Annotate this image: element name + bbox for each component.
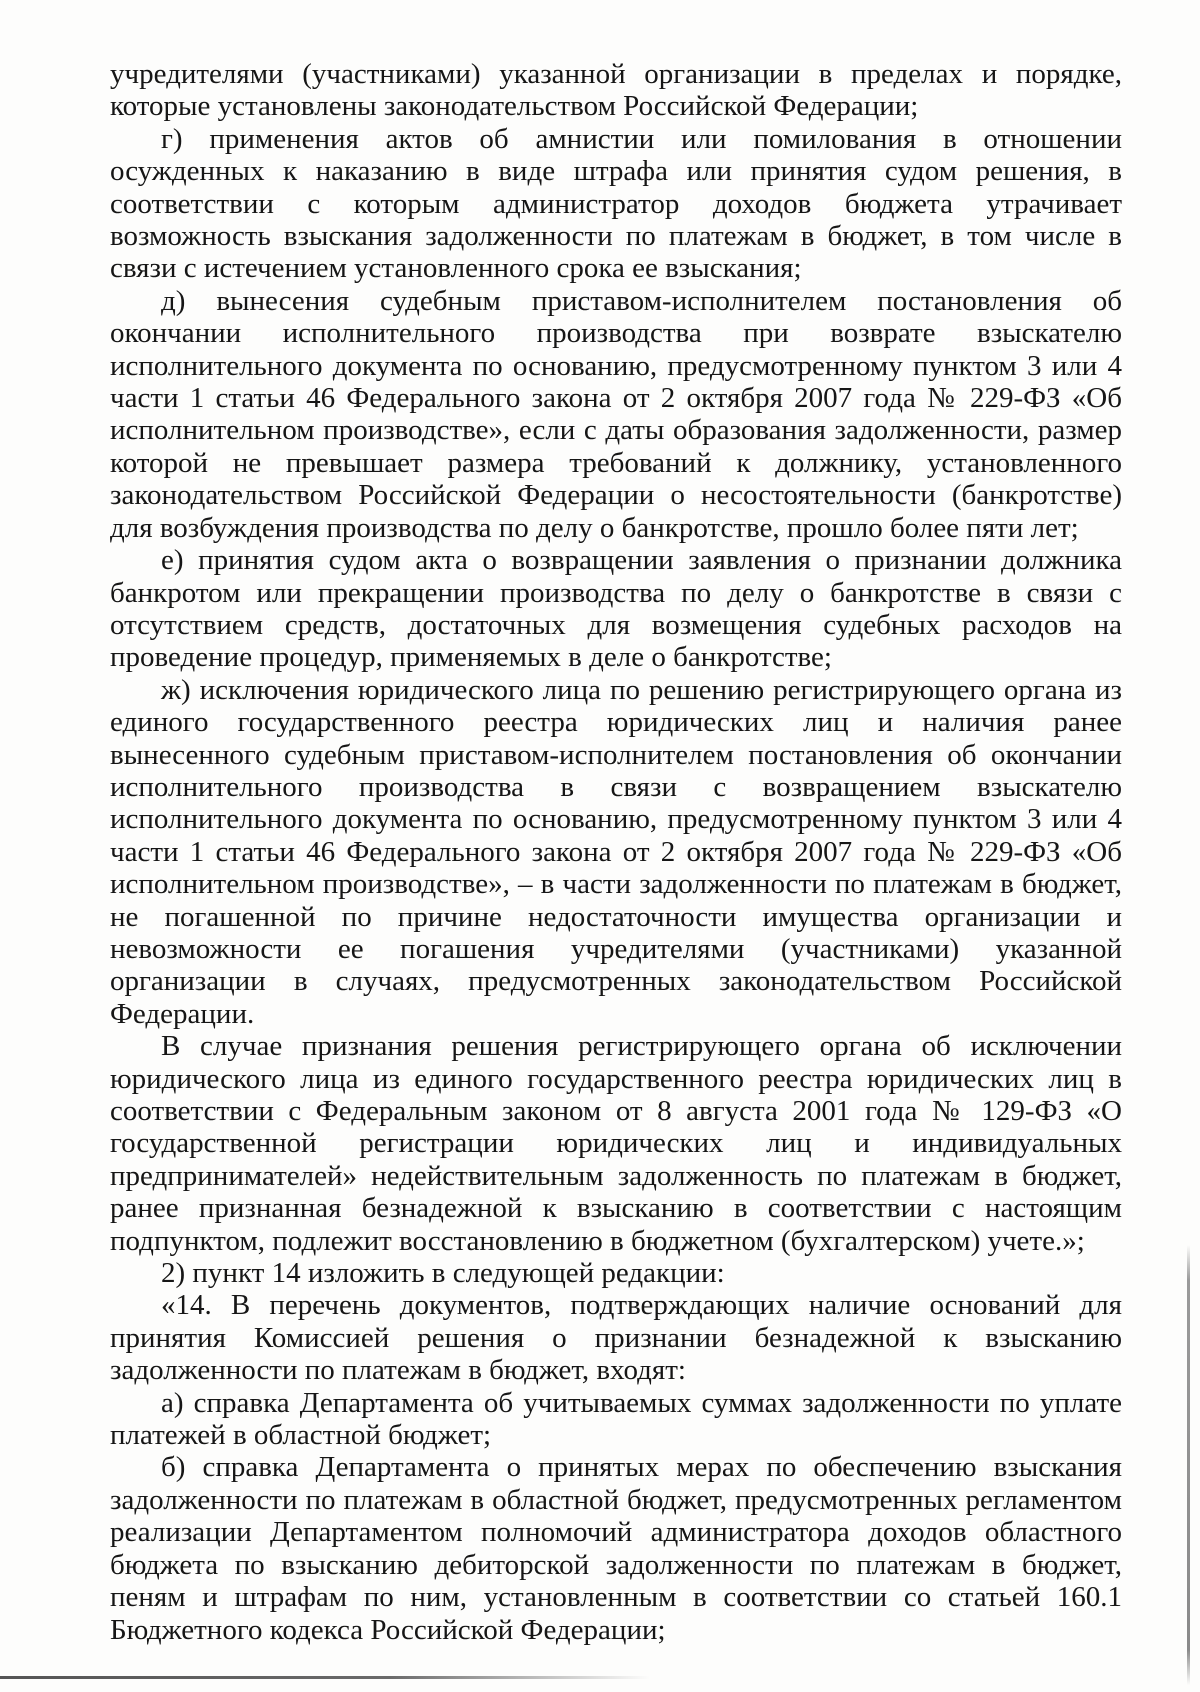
paragraph-item-d: д) вынесения судебным приставом-исполнителем постановления об окончании исполнительного производства при возврате взыскателю исполнительного документа по основанию, предусмотренному пунктом 3 или 4 части 1 статьи 46 Федерального закона от 2 октября 2007 года № 229-ФЗ «Об исполнительном производстве», если с даты образования задолженности, размер которой не превышает размера требований к должнику, установленного законодательством Российской Федерации о несостоятельности (банкротстве) для возбуждения производства по делу о банкротстве, прошло более пяти лет;: [110, 284, 1122, 544]
document-body: [110, 58, 1122, 1646]
paragraph-point-2: 2) пункт 14 изложить в следующей редакции:: [161, 1257, 725, 1290]
paragraph-point-14: «14. В перечень документов, подтверждающих наличие оснований для принятия Комиссией решения о признании безнадежной к взысканию задолженности по платежам в бюджет, входят:: [110, 1289, 1122, 1387]
paragraph-continuation: учредителями (участниками) указанной организации в пределах и порядке, которые установлены законодательством Российской Федерации;: [110, 58, 1122, 123]
paragraph-item-b: б) справка Департамента о принятых мерах по обеспечению взыскания задолженности по платежам в областной бюджет, предусмотренных регламентом реализации Департаментом полномочий администратора доходов областного бюджета по взысканию дебиторской задолженности по платежам в бюджет, пеням и штрафам по ним, установленным в соответствии со статьей 160.1 Бюджетного кодекса Российской Федерации;: [110, 1451, 1122, 1646]
paragraph-item-g: г) применения актов об амнистии или помилования в отношении осужденных к наказанию в виде штрафа или принятия судом решения, в соответствии с которым администратор доходов бюджета утрачивает возможность взыскания задолженности по платежам в бюджет, в том числе в связи с истечением установленного срока ее взыскания;: [110, 122, 1122, 285]
scan-bottom-shadow: [0, 1676, 650, 1679]
paragraph-restoration: В случае признания решения регистрирующего органа об исключении юридического лица из единого государственного реестра юридических лиц в соответствии с Федеральным законом от 8 августа 2001 года № 129-ФЗ «О государственной регистрации юридических лиц и индивидуальных предпринимателей» недействительным задолженность по платежам в бюджет, ранее признанная безнадежной к взысканию в соответствии с настоящим подпунктом, подлежит восстановлению в бюджетном (бухгалтерском) учете.»;: [110, 1030, 1122, 1257]
scan-edge-shadow: [1187, 1245, 1190, 1685]
paragraph-item-e: е) принятия судом акта о возвращении заявления о признании должника банкротом или прекращении производства по делу о банкротстве в связи с отсутствием средств, достаточных для возмещения судебных расходов на проведение процедур, применяемых в деле о банкротстве;: [110, 544, 1122, 674]
paragraph-item-a: а) справка Департамента об учитываемых суммах задолженности по уплате платежей в областной бюджет;: [110, 1386, 1122, 1452]
paragraph-item-zh: ж) исключения юридического лица по решению регистрирующего органа из единого государственного реестра юридических лиц и наличия ранее вынесенного судебным приставом-исполнителем постановления об окончании исполнительного производства в связи с возвращением взыскателю исполнительного документа по основанию, предусмотренному пунктом 3 или 4 части 1 статьи 46 Федерального закона от 2 октября 2007 года № 229-ФЗ «Об исполнительном производстве», – в части задолженности по платежам в бюджет, не погашенной по причине недостаточности имущества организации и невозможности ее погашения учредителями (участниками) указанной организации в случаях, предусмотренных законодательством Российской Федерации.: [110, 673, 1122, 1030]
